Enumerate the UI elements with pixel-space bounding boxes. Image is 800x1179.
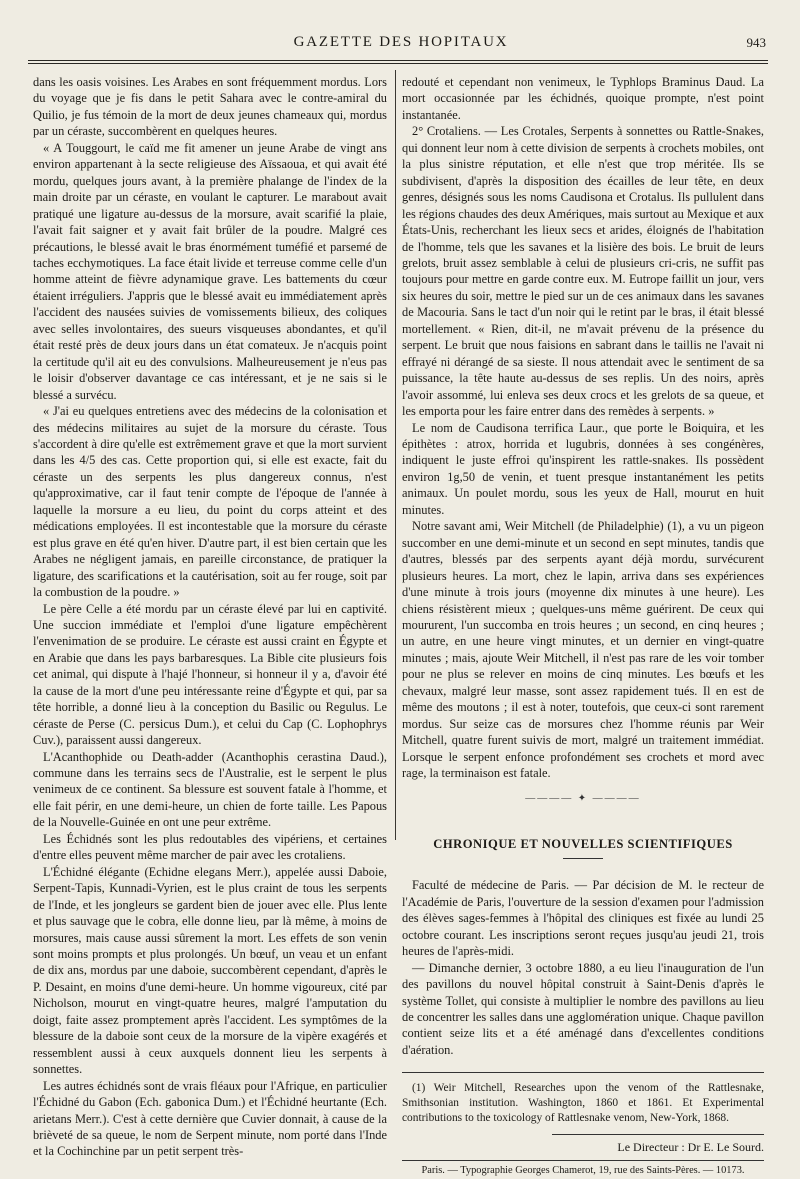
paragraph: 2° Crotaliens. — Les Crotales, Serpents à sonnettes ou Rattle-Snakes, qui donnent leur nom à cette division de serpents à crochets mobiles, ont la plus sinistre réputation, et elle n'est que trop méritée. Ils se subdivisent, d'après la disposition des écailles de leur tête, en deux genres, désignés sous les noms Caudisona et Crotalus. Ils pullulent dans les régions chaudes des deux Amériques, mais surtout au Mexique et aux États-Unis, recherchant les lieux secs et arides, éloignés de l'habitation de l'homme, tels que les savanes et la lisière des bois. Le bruit de leurs grelots, bruit assez semblable à celui de plusieurs cri-cris, ne suffit pas toujours pour mettre en garde contre eux. M. Eutrope faillit un jour, vers six heures du soir, mettre le pied sur un de ces animaux dans les savanes de Macouria. Sans le tact d'un noir qui le retint par le bras, il était blessé mortellement. « Rien, dit-il, ne m'avait prévenu de la présence du serpent. Le bruit que nous faisions en sabrant dans le taillis ne l'avait ni effrayé ni dérangé de sa sieste. Il nous attendait avec le sentiment de sa puissance, la tête haute au-dessus de ses replis. Un des noirs, après l'avoir assommé, lui enleva ses deux crocs et les grelots de sa queue, et les emporta pour les faire entrer dans des remèdes à serpents. » xyxy=(402,124,764,419)
right-column xyxy=(402,74,764,1179)
left-column xyxy=(33,74,387,1160)
director-line: Le Directeur : Dr E. Le Sourd. xyxy=(617,1140,764,1155)
footnote: (1) Weir Mitchell, Researches upon the venom of the Rattlesnake, Smithsonian institution. Washington, 1860 et 1861. Et Experimental contributions to the toxicology of Rattlesnake venom, New-York, 1868. xyxy=(402,1082,764,1125)
paragraph: dans les oasis voisines. Les Arabes en sont fréquemment mordus. Lors du voyage que je fis dans le petit Sahara avec le contre-amiral du Quilio, je fus témoin de la mort de deux jeunes chameaux qui, mordus par un céraste, succombèrent en quelques heures. xyxy=(33,75,387,139)
paragraph: « A Touggourt, le caïd me fit amener un jeune Arabe de vingt ans environ appartenant à la secte religieuse des Aïssaoua, et qui avait été mordu, quelques jours avant, à la première phalange de l'index de la main droite par un céraste, en voulant le capturer. Le marabout avait pratiqué une ligature au-dessus de la morsure, avait scarifié la plaie, l'avait fait saigner et y avait fait brûler de la poudre. Malgré ces précautions, le blessé avait le bras énormément tuméfié et parsemé de taches ecchymotiques. La face était livide et terreuse comme celle d'un homme atteint de fièvre adynamique grave. Les battements du cœur étaient irréguliers. J'appris que le blessé avait eu immédiatement après l'accident des nausées suivies de vomissements bilieux, des coliques avec selles involontaires, des sueurs visqueuses abondantes, et qu'il était resté près de deux jours dans un état comateux. Je n'acquis point la certitude qu'il ait eu des convulsions. Malheureusement je n'eus pas le loisir d'observer davantage ce cas intéressant, et je ne sais si le blessé a survécu. xyxy=(33,140,387,402)
header-rule xyxy=(28,60,768,61)
column-divider xyxy=(395,70,396,840)
chronique-paragraph: Faculté de médecine de Paris. — Par décision de M. le recteur de l'Académie de Paris, l'ouverture de la session d'examen pour l'admission des élèves sages-femmes à l'hôpital des cliniques est fixée au lundi 25 octobre courant. Les inscriptions seront reçues jusqu'au jeudi 21, trois heures de l'après-midi. xyxy=(402,878,764,959)
paragraph: Les autres échidnés sont de vrais fléaux pour l'Afrique, en particulier l'Échidné du Gabon (Ech. gabonica Dum.) et l'Échidné heurtante (Ech. arietans Merr.). C'est à cette dernière que Cuvier donnait, à cause de la brièveté de sa queue, le nom de Serpent minute, nom porté dans l'Inde et la Cochinchine par un petit serpent très- xyxy=(33,1078,387,1159)
paragraph: Les Échidnés sont les plus redoutables des vipériens, et certaines d'entre elles peuvent même marcher de pair avec les crotaliens. xyxy=(33,831,387,863)
imprint-line: Paris. — Typographie Georges Chamerot, 19, rue des Saints-Pères. — 10173. xyxy=(421,1164,745,1176)
journal-title: GAZETTE DES HOPITAUX xyxy=(293,34,509,50)
chronique-paragraph: — Dimanche dernier, 3 octobre 1880, a eu lieu l'inauguration de l'un des pavillons du nouvel hôpital construit à Saint-Denis d'après le système Tollet, qui consiste à multiplier le nombre des pavillons au lieu de concentrer les salles dans une agglomération unique. Chaque pavillon contient seize lits et a été aménagé dans d'excellentes conditions d'aération. xyxy=(402,960,764,1057)
paragraph: redouté et cependant non venimeux, le Typhlops Braminus Daud. La mort occasionnée par les échidnés, quoique prompte, n'est point instantanée. xyxy=(402,75,764,122)
section-title: CHRONIQUE ET NOUVELLES SCIENTIFIQUES xyxy=(433,836,733,851)
page-header xyxy=(28,34,774,56)
director-rule xyxy=(552,1134,764,1135)
paragraph: Notre savant ami, Weir Mitchell (de Philadelphie) (1), a vu un pigeon succomber en une demi-minute et un second en sept minutes, tandis que d'autres, blessés par des serpents ayant déjà mordu, survécurent plusieurs heures. La mort, chez le lapin, arriva dans ses expériences d'une minute à trois jours (moyenne dix minutes à une heure). Les chiens résistèrent mieux ; quelques-uns même guérirent. De ceux qui moururent, l'un succomba en trois heures ; un second, en cinq heures ; un autre, en une heure vingt minutes, et un dernier en vingt-quatre minutes ; mais, ajoute Weir Mitchell, il n'est pas rare de les voir tomber pour ne plus se relever en moins de cinq minutes. Les bœufs et les chevaux, malgré leur masse, sont assez rapidement tués. Il en est de même des moutons ; il est à noter, toutefois, que ceux-ci sont rarement mordus. Sur seize cas de morsures chez l'homme réunis par Weir Mitchell, quatre furent suivis de mort, malgré un traitement immédiat. Lorsque le serpent enfonce profondément ses crochets et mord avec rage, la terminaison est fatale. xyxy=(402,519,764,781)
footnote-rule xyxy=(402,1072,764,1073)
header-rule-double xyxy=(28,63,768,64)
paragraph: Le père Celle a été mordu par un céraste élevé par lui en captivité. Une succion immédiate et l'emploi d'une ligature empêchèrent l'envenimation de se produire. Le céraste est aussi craint en Égypte et en Arabie que dans les pays barbaresques. La Bible cite plusieurs fois cet animal, qui dispute à l'hajé l'honneur, si honneur il y a, d'avoir été la cause de la mort d'une peu intéressante reine d'Égypte et qui, par sa tête horrible, a donné lieu à la conception du Basilic ou Regulus. Le céraste de Perse (C. persicus Dum.), et celui du Cap (C. Lophophrys Cuv.), paraissent aussi dangereux. xyxy=(33,601,387,748)
paragraph: L'Acanthophide ou Death-adder (Acanthophis cerastina Daud.), commune dans les terrains secs de l'Australie, est le serpent le plus venimeux de ce continent. Sa blessure est souvent fatale à l'homme, et elle fait périr, en une demi-heure, un chien de forte taille. Les Papous de la Nouvelle-Guinée en ont une peur extrême. xyxy=(33,749,387,830)
page-number: 943 xyxy=(746,35,766,50)
section-ornament: ———— ✦ ———— xyxy=(525,793,641,805)
paragraph: Le nom de Caudisona terrifica Laur., que porte le Boiquira, et les épithètes : atrox, horrida et lugubris, données à ses congénères, indiquent le juste effroi qu'inspirent les rattle-snakes. Ils possèdent environ 1g,50 de venin, et tuent presque instantanément les petits animaux. Un poulet mordu, sous les yeux de Hall, mourut en huit minutes. xyxy=(402,420,764,517)
section-short-rule xyxy=(563,858,603,859)
paragraph: « J'ai eu quelques entretiens avec des médecins de la colonisation et des médecins militaires au sujet de la morsure du céraste. Tous s'accordent à dire qu'elle est extrêmement grave et que la mort survient dans les 4/5 des cas. Cette proportion qui, si elle est exacte, fait du céraste un des serpents les plus dangereux connus, n'est qu'approximative, car il faut tenir compte de l'époque de l'année à laquelle la morsure a eu lieu, du point du corps atteint et des médications employées. Il est incontestable que la morsure du céraste est plus grave en été qu'en hiver. D'autre part, il est bien certain que les Arabes ne négligent jamais, en pareille circonstance, de pratiquer la ligature, des scarifications et la cautérisation, soit au fer rouge, soit par la combustion de la poudre. » xyxy=(33,404,387,600)
paragraph: L'Échidné élégante (Echidne elegans Merr.), appelée aussi Daboie, Serpent-Tapis, Kunnadi-Vyrien, est le plus craint de tous les serpents de l'Inde, et les jongleurs se gardent bien de jouer avec elle. Plus lente et plus sauvage que le cobra, elle donne lieu, par là même, à moins de morsures, mais cause aussi sûrement la mort. Les effets de son venin sont moins prompts et plus prolongés. Un bœuf, un veau et un enfant de dix ans, mordus par une daboie, succombèrent cependant, d'après le P. Desaint, en moins d'une demi-heure. Un homme vigoureux, cité par Nicholson, mourut en vingt-quatre heures, malgré l'amputation du doigt, faite assez promptement après l'accident. Les symptômes de la blessure de la daboie sont ceux de la morsure de la vipère exagérés et ressemblent aussi à ceux auxquels donnent lieu les serpents à sonnettes. xyxy=(33,864,387,1077)
